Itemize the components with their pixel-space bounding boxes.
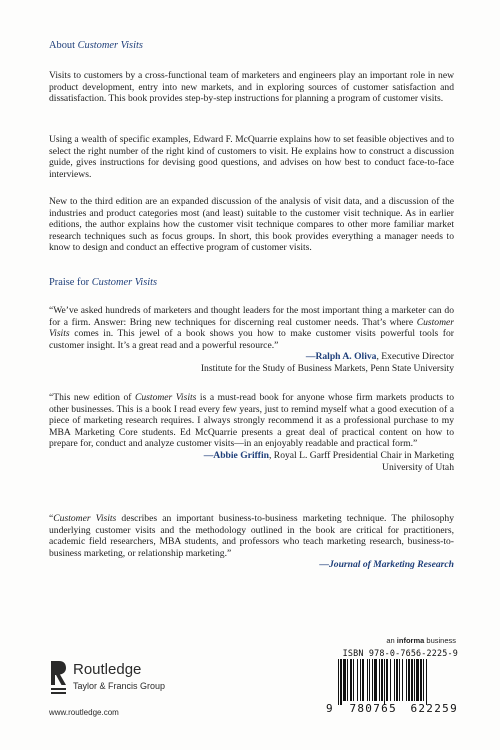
publisher-name: Routledge	[73, 661, 142, 678]
quote-text: “We’ve asked hundreds of marketers and thought leaders for the most important thing a marketer can do for a firm. Answer: Bring new techniques for discerning real customer needs. That’s where Customer Visits comes in. This jewel of a book shows you how to make customer visits powerful tools for customer insight. It’s a great read and a powerful resource.”	[49, 305, 454, 351]
quote-text: “Customer Visits describes an important business-to-business marketing technique. The philosophy underlying customer visits and the methodology outlined in the book are critical for practitioners, academic field researchers, MBA students, and professors who teach marketing research, business-to-business marketing, or relationship marketing.”	[49, 513, 455, 559]
barcode-digits-left: 780765	[349, 702, 397, 715]
about-paragraph-3: New to the third edition are an expanded discussion of the analysis of visit data, and a discussion of the industries and product categories most (and least) suitable to the customer visit technique. As in earlier editions, the author explains how the customer visit technique compares to other more familiar market research techniques such as focus groups. In short, this book provides everything a manager needs to know to design and conduct an effective program of customer visits.	[49, 196, 454, 254]
barcode-icon	[326, 659, 458, 705]
about-paragraph-2: Using a wealth of specific examples, Edward F. McQuarrie explains how to set feasible objectives and to select the right number of the right kind of customers to visit. He explains how to construct a discussion guide, gives instructions for devising good questions, and advises on how best to conduct face-to-face interviews.	[49, 134, 454, 180]
quote-attribution: —Ralph A. Oliva, Executive Director	[305, 351, 454, 363]
publisher-group: Taylor & Francis Group	[73, 681, 166, 691]
publisher-logo	[49, 659, 199, 699]
praise-quote-jmr	[49, 513, 454, 571]
quote-text: “This new edition of Customer Visits is a must-read book for anyone whose firm markets products to other businesses. This is a book I read every few years, just to remind myself what a good execution of a piece of marketing research requires. I always strongly recommend it as a professional purchase to my MBA Marketing Core students. Ed McQuarrie presents a great deal of practical content on how to prepare for, conduct and analyze customer visits—in an enjoyably readable and practical form.”	[49, 392, 454, 450]
praise-quote-griffin	[49, 392, 454, 473]
quote-affiliation: Institute for the Study of Business Markets, Penn State University	[200, 362, 454, 374]
barcode-digit-first: 9	[326, 702, 333, 715]
routledge-logo-icon	[49, 659, 69, 697]
informa-tagline: an informa business	[386, 636, 456, 645]
praise-heading: Praise for Customer Visits	[49, 277, 158, 288]
barcode-digits	[326, 702, 458, 715]
publisher-url: www.routledge.com	[49, 708, 119, 717]
praise-quote-oliva	[49, 305, 454, 375]
about-heading: About Customer Visits	[49, 40, 143, 51]
about-paragraph-1: Visits to customers by a cross-functional team of marketers and engineers play an important role in new product development, entry into new markets, and in exploring sources of customer satisfaction and dissatisfaction. This book provides step-by-step instructions for planning a program of customer visits.	[49, 70, 454, 105]
barcode-digits-right: 622259	[410, 702, 458, 715]
isbn-label: ISBN 978-0-7656-2225-9	[342, 648, 458, 658]
quote-attribution: —Journal of Marketing Research	[319, 559, 454, 571]
quote-affiliation: University of Utah	[382, 461, 454, 473]
quote-attribution: —Abbie Griffin, Royal L. Garff Presidential Chair in Marketing	[203, 449, 454, 461]
